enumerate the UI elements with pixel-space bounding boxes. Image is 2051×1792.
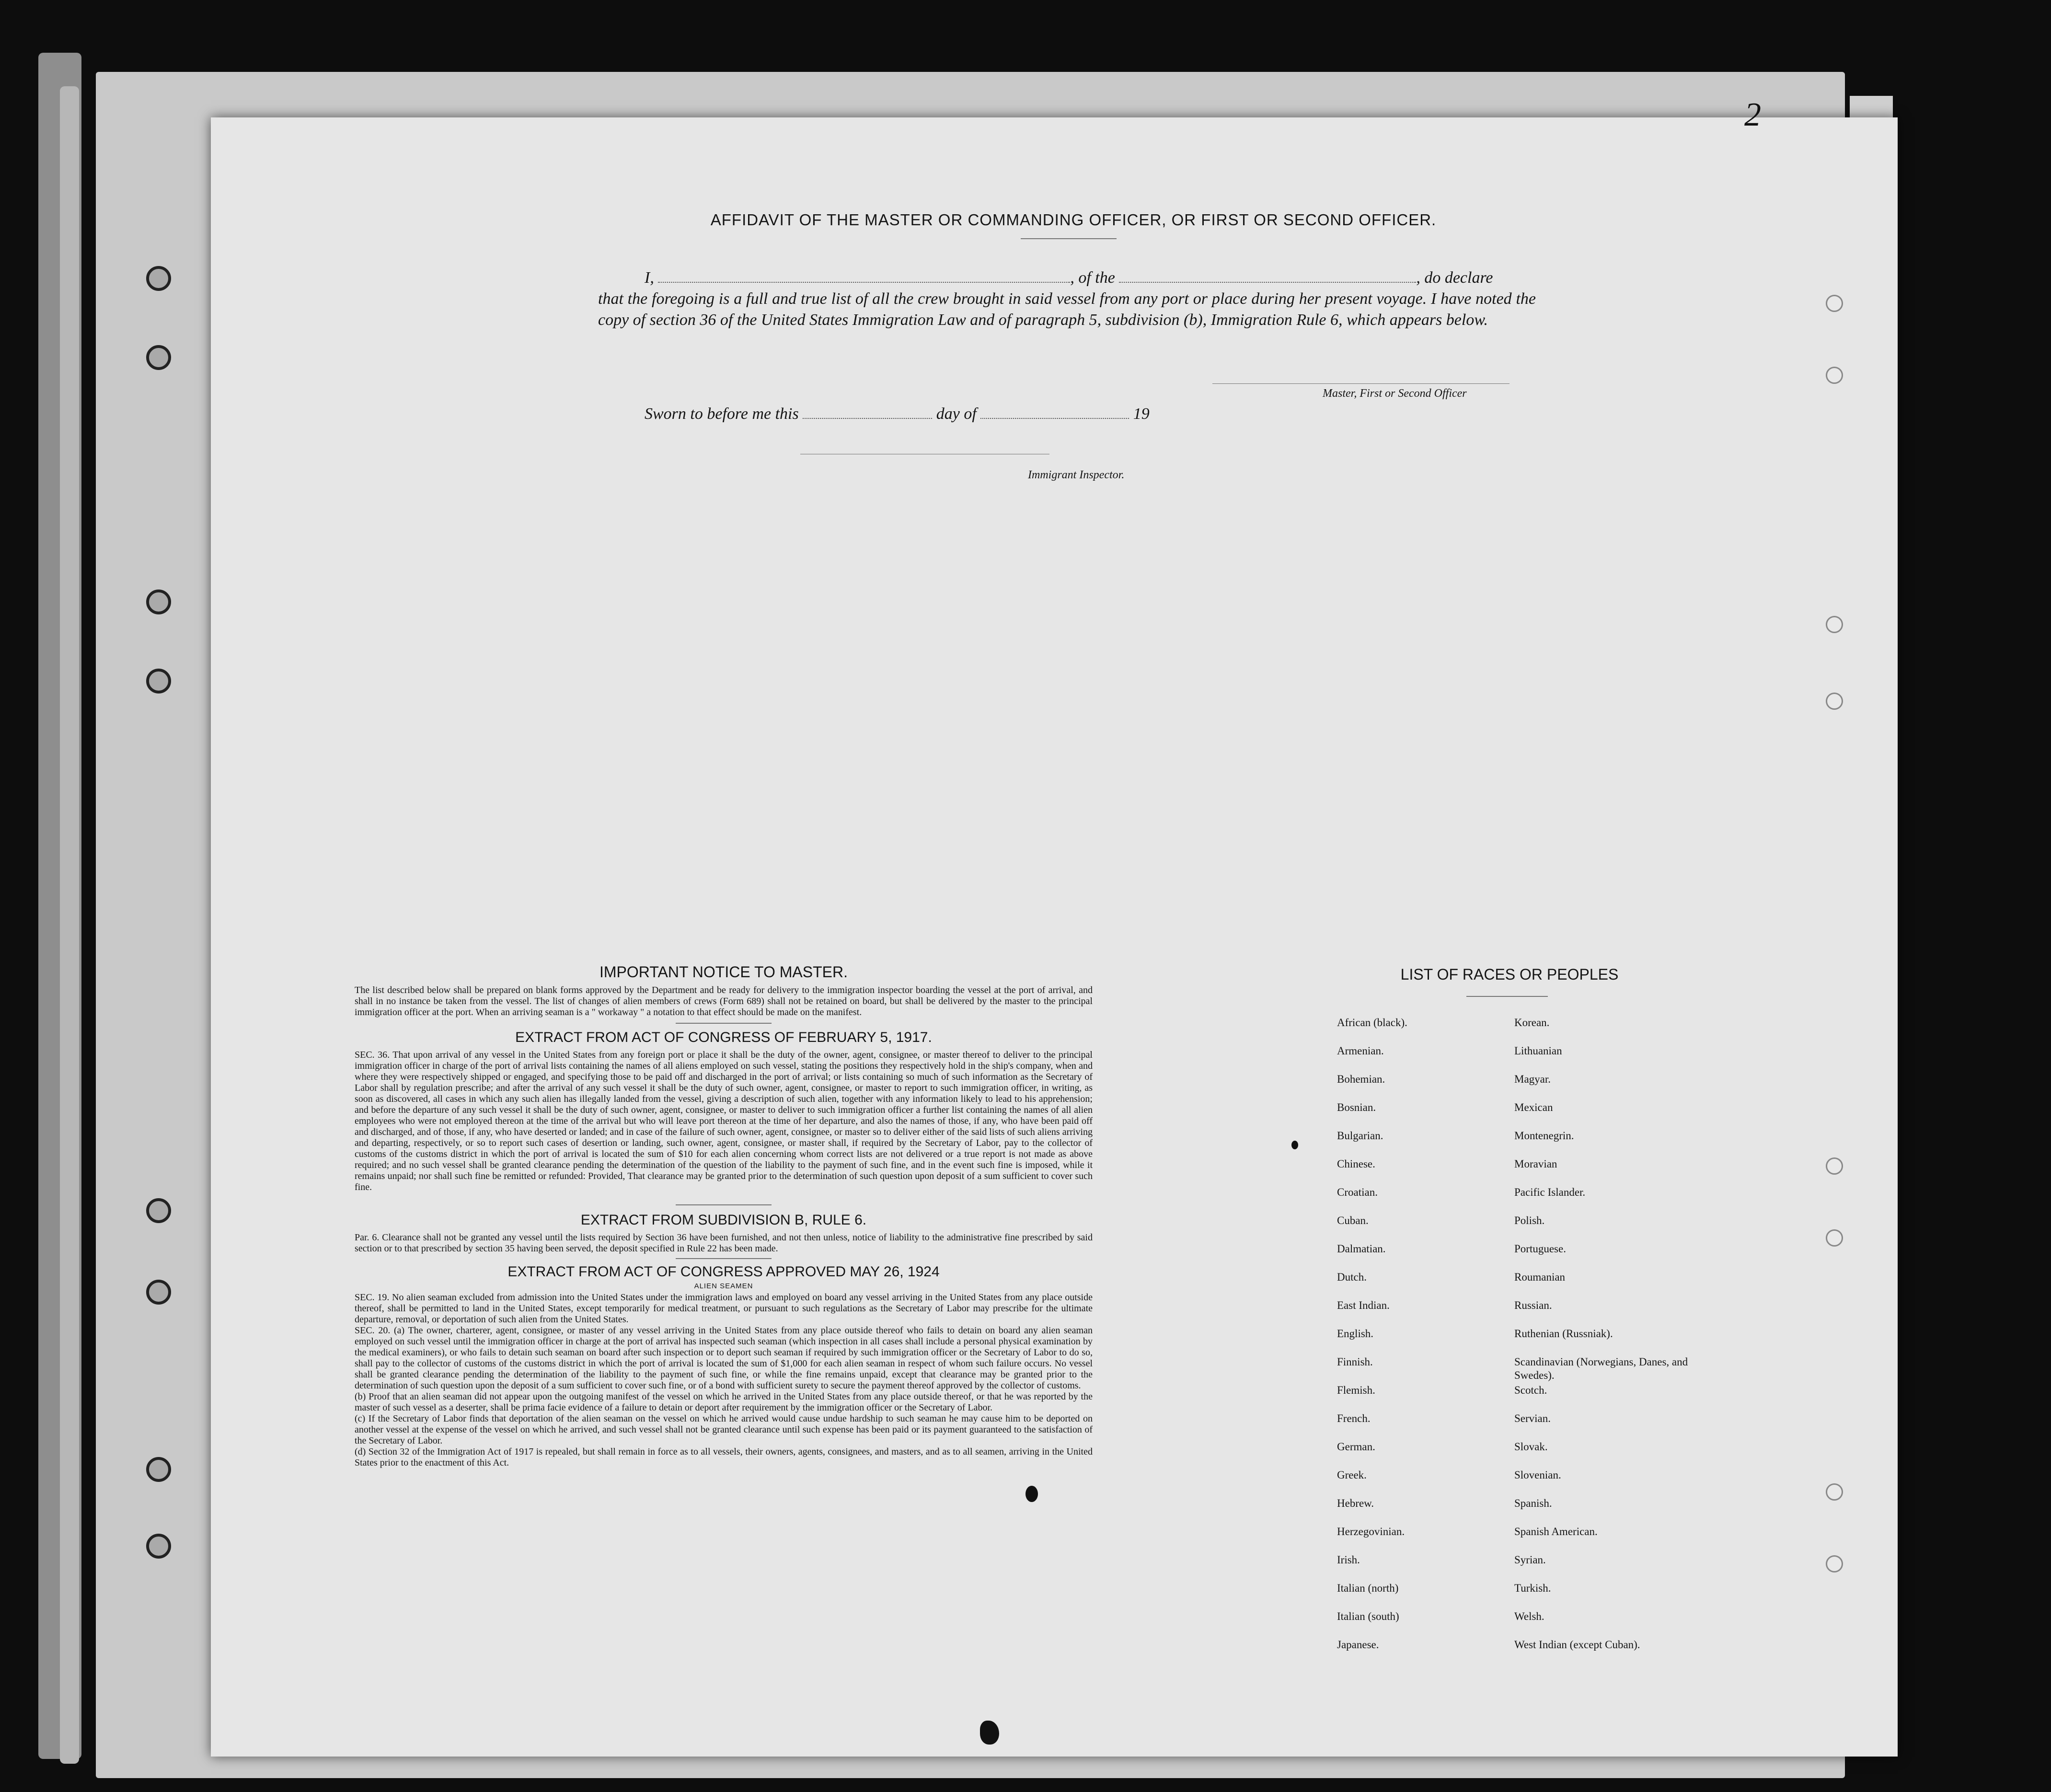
race-item: Pacific Islander. [1514, 1186, 1586, 1198]
race-item: Armenian. [1337, 1045, 1384, 1057]
extract1-title: EXTRACT FROM ACT OF CONGRESS OF FEBRUARY 5, 1917. [515, 1029, 932, 1045]
divider [676, 1258, 772, 1259]
ink-mark [1026, 1486, 1038, 1502]
affidavit-title: AFFIDAVIT OF THE MASTER OR COMMANDING OFFICER, OR FIRST OR SECOND OFFICER. [710, 211, 1437, 229]
divider [1466, 996, 1548, 997]
race-item: English. [1337, 1328, 1374, 1340]
notice-section [355, 963, 1093, 1468]
name-blank[interactable] [658, 281, 1070, 283]
race-item: Slovenian. [1514, 1469, 1561, 1481]
race-item: Polish. [1514, 1214, 1545, 1226]
punch-hole [1826, 1229, 1843, 1247]
extract3-title: EXTRACT FROM ACT OF CONGRESS APPROVED MAY 26, 1924 [507, 1264, 940, 1280]
binder-hole [146, 590, 171, 614]
ink-mark [1291, 1141, 1298, 1149]
year-prefix: 19 [1133, 405, 1150, 423]
race-item: Roumanian [1514, 1271, 1566, 1283]
race-item: Montenegrin. [1514, 1130, 1574, 1142]
race-item: Slovak. [1514, 1441, 1548, 1453]
race-item: Hebrew. [1337, 1497, 1374, 1509]
race-item: Bosnian. [1337, 1101, 1376, 1113]
races-right-column [1514, 1016, 1706, 1666]
race-item: Servian. [1514, 1412, 1551, 1424]
race-item: Spanish. [1514, 1497, 1552, 1509]
month-blank[interactable] [980, 417, 1129, 419]
race-item: Cuban. [1337, 1214, 1369, 1226]
sec20d-text: (d) Section 32 of the Immigration Act of 1917 is repealed, but shall remain in force as to all vessels, their owners, agents, consignees, and masters, and as to all seamen, arriving in the United States prior to the enactment of this Act. [355, 1446, 1093, 1468]
race-item: Russian. [1514, 1299, 1552, 1311]
race-item: Ruthenian (Russniak). [1514, 1328, 1613, 1340]
extract3-subtitle: ALIEN SEAMEN [694, 1282, 753, 1290]
race-item: Croatian. [1337, 1186, 1378, 1198]
race-item: Finnish. [1337, 1356, 1373, 1368]
race-item: Mexican [1514, 1101, 1553, 1113]
signature-line [1212, 383, 1509, 384]
race-item: Italian (north) [1337, 1582, 1399, 1594]
race-item: Bulgarian. [1337, 1130, 1383, 1142]
inspector-label: Immigrant Inspector. [1028, 469, 1125, 481]
binder-hole [146, 1280, 171, 1305]
sec20b-text: (b) Proof that an alien seaman did not appear upon the outgoing manifest of the vessel on which he arrived in the United States from any place outside thereof, or that he was reported by the master of such vessel as a deserter, shall be prima facie evidence of a failure to detain or deport after requirement by the immigration officer or the Secretary of Labor. [355, 1391, 1093, 1413]
race-item: Greek. [1337, 1469, 1367, 1481]
race-item: Korean. [1514, 1017, 1550, 1029]
day-of-text: day of [936, 405, 977, 423]
day-blank[interactable] [803, 417, 932, 419]
affidavit-body: that the foregoing is a full and true list of all the crew brought in said vessel from any port or place during her present voyage. I have noted the copy of section 36 of the United States Immigration Law and of paragraph 5, subdivision (b), Immigration Rule 6, which appears below. [598, 290, 1536, 329]
binder-hole [146, 345, 171, 370]
signature-label: Master, First or Second Officer [1323, 387, 1467, 400]
race-item: Portuguese. [1514, 1243, 1566, 1255]
sworn-line [645, 404, 1220, 425]
race-item: Irish. [1337, 1554, 1360, 1566]
extract2-title: EXTRACT FROM SUBDIVISION B, RULE 6. [580, 1212, 867, 1228]
race-item: Lithuanian [1514, 1045, 1562, 1057]
race-item: Chinese. [1337, 1158, 1375, 1170]
sec20c-text: (c) If the Secretary of Labor finds that deportation of the alien seaman on the vessel on which he arrived would cause undue hardship to such seaman he may cause him to be deported on another vessel at the expense of the vessel on which he arrived, and such vessel shall not be granted clearance until such expense has been paid or its payment guaranteed to the satisfaction of the Secretary of Labor. [355, 1413, 1093, 1446]
binder-hole [146, 1198, 171, 1223]
race-item: Spanish American. [1514, 1526, 1598, 1538]
race-item: French. [1337, 1412, 1371, 1424]
page-number: 2 [1744, 96, 1761, 133]
punch-hole [1826, 295, 1843, 312]
sworn-text: Sworn to before me this [645, 405, 799, 423]
race-item: Scandinavian (Norwegians, Danes, and Swedes). [1514, 1356, 1688, 1381]
punch-hole [1826, 616, 1843, 633]
race-item: Japanese. [1337, 1639, 1379, 1651]
race-item: Moravian [1514, 1158, 1557, 1170]
punch-hole [1826, 693, 1843, 710]
race-item: Scotch. [1514, 1384, 1547, 1396]
binder-edge-inner [60, 86, 79, 1764]
affidavit-first-line [645, 267, 1536, 289]
race-item: Welsh. [1514, 1610, 1544, 1622]
race-item: Turkish. [1514, 1582, 1551, 1594]
divider [1021, 238, 1117, 239]
race-item: African (black). [1337, 1017, 1407, 1029]
race-item: West Indian (except Cuban). [1514, 1639, 1640, 1651]
race-item: Magyar. [1514, 1073, 1551, 1085]
race-item: Italian (south) [1337, 1610, 1399, 1622]
race-item: Herzegovinian. [1337, 1526, 1405, 1538]
divider [676, 1023, 772, 1024]
race-item: Syrian. [1514, 1554, 1546, 1566]
affidavit-of-the: , of the [1070, 269, 1115, 287]
affidavit-declare: , do declare [1416, 269, 1493, 287]
binder-hole [146, 266, 171, 291]
notice-text: The list described below shall be prepared on blank forms approved by the Department and be ready for delivery to the immigration inspector boarding the vessel at the port of arrival, and shall in no instance be taken from the vessel. The list of changes of alien members of crews (Form 689) shall not be retained on board, but shall be delivered by the master to the principal immigration officer at the port. When an arriving seaman is a " workaway " a notation to that effect should be made on the manifest. [355, 985, 1093, 1017]
race-item: East Indian. [1337, 1299, 1390, 1311]
affidavit-i: I, [645, 269, 654, 287]
sec19-text: SEC. 19. No alien seaman excluded from admission into the United States under the immigration laws and employed on board any vessel arriving in the United States from any place outside thereof, shall be permitted to land in the United States, except temporarily for medical treatment, or pursuant to such regulations as the Secretary of Labor may prescribe for the ultimate departure, removal, or deportation of such alien from the United States. [355, 1292, 1093, 1325]
race-item: Flemish. [1337, 1384, 1375, 1396]
binder-hole [146, 669, 171, 694]
ink-mark [980, 1721, 999, 1745]
races-left-column [1337, 1016, 1495, 1666]
punch-hole [1826, 1555, 1843, 1572]
punch-hole [1826, 1157, 1843, 1175]
binder-hole [146, 1534, 171, 1559]
notice-title: IMPORTANT NOTICE TO MASTER. [599, 963, 848, 981]
race-item: Dutch. [1337, 1271, 1367, 1283]
punch-hole [1826, 1483, 1843, 1501]
races-title: LIST OF RACES OR PEOPLES [1400, 966, 1619, 983]
binder-hole [146, 1457, 171, 1482]
vessel-blank[interactable] [1119, 281, 1416, 283]
race-item: Bohemian. [1337, 1073, 1385, 1085]
race-item: German. [1337, 1441, 1375, 1453]
race-item: Dalmatian. [1337, 1243, 1386, 1255]
extract2-text: Par. 6. Clearance shall not be granted any vessel until the lists required by Section 36 have been furnished, and not then unless, notice of liability to the administrative fine prescribed by said section or to that prescribed by section 35 having been served, the deposit specified in Rule 22 has been made. [355, 1232, 1093, 1254]
sec20a-text: SEC. 20. (a) The owner, charterer, agent, consignee, or master of any vessel arriving in the United States from any place outside thereof who fails to detain on board any alien seaman employed on such vessel until the immigration officer in charge at the port of arrival has inspected such seaman (which inspection in all cases shall include a personal physical examination by the medical examiners), or who fails to detain such seaman on board after such inspection or to deport such seaman if required by such immigration officer or the Secretary of Labor to do so, shall pay to the collector of customs of the customs district in which the port of arrival is located the sum of $1,000 for each alien seaman in respect of whom such failure occurs. No vessel shall be granted clearance pending the determination of the liability to the payment of such fine, or while the fine remains unpaid, except that clearance may be granted prior to the determination of such question upon the deposit of a sum sufficient to cover such fine, or of a bond with sufficient surety to secure the payment thereof approved by the collector of customs. [355, 1325, 1093, 1391]
extract1-text: SEC. 36. That upon arrival of any vessel in the United States from any foreign port or place it shall be the duty of the owner, agent, consignee, or master thereof to deliver to the principal immigration officer in charge of the port of arrival lists containing the names of all aliens employed on such vessel, stating the positions they respectively hold in the ship's company, when and where they were respectively shipped or engaged, and specifying those to be paid off and discharged in the port of arrival; or lists containing so much of such information as the Secretary of Labor shall by regulation prescribe; and after the arrival of any such vessel it shall be the duty of such owner, agent, consignee, or master to report to such immigration officer, in writing, as soon as discovered, all cases in which any such alien has illegally landed from the vessel, giving a description of such alien, together with any information likely to lead to his apprehension; and before the departure of any such vessel it shall be the duty of such owner, agent, consignee, or master to deliver to such immigration officer a further list containing the names of all alien employees who were not employed thereon at the time of the arrival but who will leave port thereon at the time of her departure, and also the names of those, if any, who have been paid off and discharged, and of those, if any, who have deserted or landed; and in case of the failure of such owner, agent, consignee, or master so to deliver either of the said lists of such aliens arriving and departing, respectively, or so to report such cases of desertion or landing, such owner, agent, consignee, or master shall, if required by the Secretary of Labor, pay to the collector of customs of the customs district in which the port of arrival is located the sum of $10 for each alien concerning whom correct lists are not delivered or a true report is not made as above required; and no such vessel shall be granted clearance pending the determination of the question of the liability to the payment of such fine, and in the event such fine is imposed, while it remains unpaid; nor shall such fine be remitted or refunded: Provided, That clearance may be granted prior to the determination of such question upon deposit of a sum sufficient to cover such fine. [355, 1050, 1093, 1192]
punch-hole [1826, 367, 1843, 384]
divider [676, 1204, 772, 1205]
